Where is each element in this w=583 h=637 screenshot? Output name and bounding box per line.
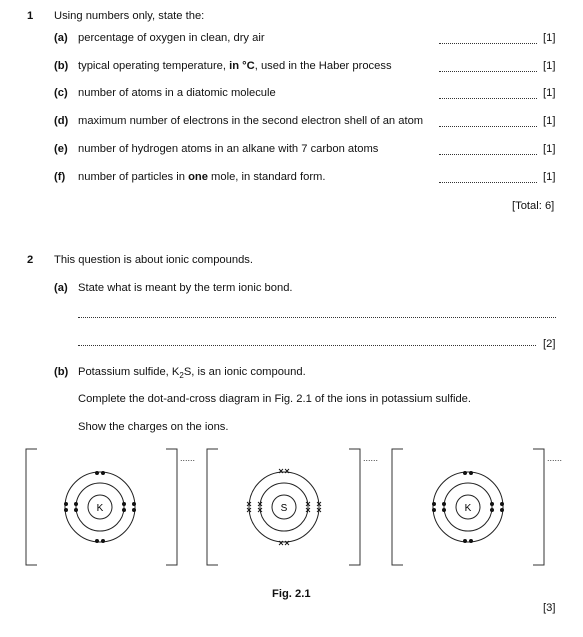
q1-part-mark: [1]	[543, 60, 556, 72]
q1-part-letter: (f)	[54, 171, 66, 183]
q1-part-text: maximum number of electrons in the second electron shell of an atom	[78, 115, 424, 127]
q1-part-text: number of particles in one mole, in standard form.	[78, 171, 326, 183]
q1-total: [Total: 6]	[512, 200, 555, 212]
q1-part-letter: (b)	[54, 60, 69, 72]
ion-potassium-left	[26, 449, 195, 565]
q1-part-letter: (c)	[54, 87, 68, 99]
q1-answer-line[interactable]	[439, 97, 537, 99]
q1-answer-line[interactable]	[439, 181, 537, 183]
ion-symbol: K	[464, 503, 472, 514]
figure-caption: Fig. 2.1	[272, 588, 311, 600]
dot-and-cross-diagram	[0, 440, 583, 580]
q1-part-text: number of atoms in a diatomic molecule	[78, 87, 276, 99]
q1-part-letter: (e)	[54, 143, 68, 155]
q1-part-mark: [1]	[543, 115, 556, 127]
q1-part-mark: [1]	[543, 32, 556, 44]
q2a-mark: [2]	[543, 338, 556, 350]
q2a-letter: (a)	[54, 282, 68, 294]
q2-number: 2	[27, 254, 34, 266]
q1-answer-line[interactable]	[439, 125, 537, 127]
q1-part-text: number of hydrogen atoms in an alkane with 7 carbon atoms	[78, 143, 379, 155]
charge-blank[interactable]: ......	[180, 453, 196, 463]
charge-blank[interactable]: ......	[363, 453, 379, 463]
q2a-answer-line-2[interactable]	[78, 344, 536, 346]
q1-part-text: typical operating temperature, in °C, used in the Haber process	[78, 60, 392, 72]
q2b-letter: (b)	[54, 366, 69, 378]
q1-answer-line[interactable]	[439, 70, 537, 72]
q2b-instruction-2: Show the charges on the ions.	[78, 421, 229, 433]
q2b-instruction-1: Complete the dot-and-cross diagram in Fig. 2.1 of the ions in potassium sulfide.	[78, 393, 472, 405]
q2-stem: This question is about ionic compounds.	[54, 254, 254, 266]
ion-symbol: K	[96, 503, 104, 514]
bracket-left	[392, 449, 403, 565]
bracket-right	[166, 449, 177, 565]
bracket-left	[26, 449, 37, 565]
q1-part-mark: [1]	[543, 87, 556, 99]
q1-answer-line[interactable]	[439, 153, 537, 155]
ion-sulfide	[207, 449, 378, 565]
bracket-right	[533, 449, 544, 565]
q2a-answer-line-1[interactable]	[78, 316, 556, 318]
q2b-mark: [3]	[543, 602, 556, 614]
q1-part-text: percentage of oxygen in clean, dry air	[78, 32, 265, 44]
ion-potassium-right	[392, 449, 562, 565]
q2b-text: Potassium sulfide, $K_2S$, is an ionic compound.	[78, 366, 306, 381]
q1-part-mark: [1]	[543, 171, 556, 183]
bracket-right	[349, 449, 360, 565]
q1-answer-line[interactable]	[439, 42, 537, 44]
q1-stem: Using numbers only, state the:	[54, 10, 205, 22]
ion-symbol: S	[280, 503, 288, 514]
q1-number: 1	[27, 10, 34, 22]
q2a-text: State what is meant by the term ionic bond.	[78, 282, 293, 294]
q1-part-letter: (a)	[54, 32, 68, 44]
charge-blank[interactable]: ......	[547, 453, 563, 463]
bracket-left	[207, 449, 218, 565]
q1-part-letter: (d)	[54, 115, 69, 127]
q1-part-mark: [1]	[543, 143, 556, 155]
